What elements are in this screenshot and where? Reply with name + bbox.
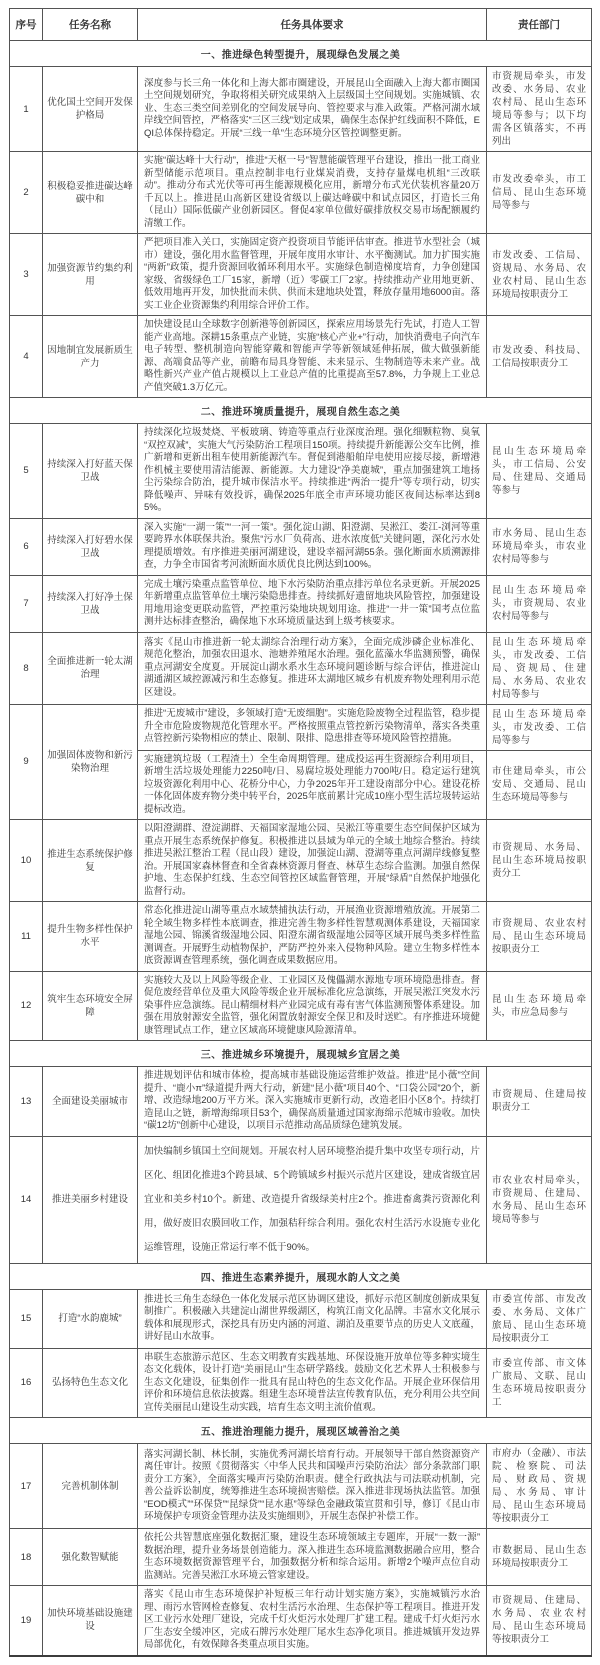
task-number: 1 [10,67,43,152]
task-row [10,1136,592,1263]
task-requirements: 落实《昆山市生态环境保护补短板三年行动计划实施方案》，实施城镇污水治理、雨污水管网检查修复、农村生活污水治理、生态保护等工程项目。推进开发区工业污水处理厂建设，完成千灯火炬污水处理厂扩建工程。建成千灯火炬污水厂生态安全缓冲区，完成石牌污水处理厂尾水生态净化项目。推进城镇开发边界局部优化，有效保障各类重点项目实施。 [138,1586,487,1656]
task-name: 因地制宜发展新质生产力 [43,316,138,398]
task-number: 14 [10,1136,43,1263]
table-header [10,9,592,41]
task-name: 弘扬特色生态文化 [43,1348,138,1418]
task-number: 13 [10,1067,43,1137]
task-department: 市府办（金融）、市法院、检察院、司法局、财政局、资规局、水务局、审计局、昆山生态环境局等按职责分工 [487,1444,592,1529]
task-name: 加强固体废物和新污染物治理 [43,704,138,820]
task-number: 5 [10,424,43,519]
task-row [10,424,592,519]
task-department: 昆山生态环境局牵头，市发改委、工信局、资规局、住建局、水务局、农业农村局等参与 [487,632,592,704]
task-requirements: 以阳澄湖群、澄淀湖群、天福国家湿地公园、吴淞江等重要生态空间保护区域为重点开展生态系统保护修复。积极推进以县域为单元的全域土地综合整治。持续推进吴淞江整治工程（昆山段）建设，加强淀山湖、澄湖等重点河湖岸线修复整治。开展国家森林督查和全省森林资源月督查、林草生态综合监测。加强自然保护地、生态保护红线、生态空间管控区域监督管理，开展“绿盾”自然保护地强化监督行动。 [138,820,487,902]
task-requirements: 严把项目准入关口，实施固定资产投资项目节能评估审查。推进节水型社会（城市）建设，强化用水监督管理，开展年度用水审计、水平衡测试。加力扩围实施“两新”政策，提升资源回收循环利用水平。实施绿色制造梯度培育，力争创建国家级、省级绿色工厂15家，新增（近）零碳工厂2家。持续推动产业用地更新、低效用地再开发，加快批而未供、供而未建地块处置，释放存量用地6000亩。落实工业企业资源集约利用综合评价工作。 [138,234,487,316]
column-header-requirements: 任务具体要求 [138,9,487,41]
section-header-row [10,398,592,424]
task-number: 10 [10,820,43,902]
task-name: 积极稳妥推进碳达峰碳中和 [43,152,138,234]
task-name: 加快环境基础设施建设 [43,1586,138,1656]
task-department: 市委宣传部、市发改委、水务局、文体广旅局、昆山生态环境局按职责分工 [487,1289,592,1348]
task-name: 全面建设美丽城市 [43,1067,138,1137]
task-name: 持续深入打好净土保卫战 [43,575,138,632]
task-requirements: 深入实施“一湖一策”“一河一策”。强化淀山湖、阳澄湖、吴淞江、娄江-浏河等重要跨界水体联保共治。聚焦“污水厂负荷高、进水浓度低”关键问题，深化污水处理提质增效。有序推进美丽河湖建设，建设幸福河湖55条。强化断面水质溯源排查，力争全市国省考河流断面水质优良比例达到100%。 [138,518,487,575]
task-row [10,971,592,1041]
task-requirements: 落实河湖长制、林长制，实施优秀河湖长培育行动。开展领导干部自然资源资产离任审计。按照《贯彻落实〈中华人民共和国噪声污染防治法〉部分条款部门职责分工方案》，全面落实噪声污染防治职责。健全行政执法与司法联动机制，完善公益诉讼制度，统筹推进生态环境损害赔偿。深入推进非现场执法监管。加强“EOD模式”“环保贷”“昆绿贷”“昆水惠”等绿色金融政策宣贯和引导，修订《昆山市环境保护专项资金管理办法及实施细则》，开展生态保护补偿工作。 [138,1444,487,1529]
task-row [10,1348,592,1418]
task-department: 市发改委牵头，市工信局、昆山生态环境局等参与 [487,152,592,234]
task-department: 市委宣传部、市文体广旅局、文联、昆山生态环境局按职责分工 [487,1348,592,1418]
task-row [10,902,592,972]
table-body [10,41,592,1656]
task-requirements: 推进“无废城市”建设，多领域打造“无废细胞”。实施危险废物全过程监管，稳步提升全市危险废物规范化管理水平。严格按照重点管控新污染物清单，落实各类重点管控新污染物相应的禁止、限制、限排、隐患排查等环境风险管控措施。 [138,704,487,750]
column-header-task-name: 任务名称 [43,9,138,41]
column-header-no: 序号 [10,9,43,41]
section-header-row [10,1418,592,1444]
column-header-department: 责任部门 [487,9,592,41]
task-name: 提升生物多样性保护水平 [43,902,138,972]
task-name: 优化国土空间开发保护格局 [43,67,138,152]
task-table [9,8,592,1657]
task-number: 7 [10,575,43,632]
task-number: 6 [10,518,43,575]
task-number: 4 [10,316,43,398]
task-department: 市数据局、昆山生态环境局按职责分工 [487,1529,592,1586]
task-number: 3 [10,234,43,316]
task-number: 15 [10,1289,43,1348]
task-department: 昆山生态环境局牵头，市工信局、公安局、住建局、交通局等参与 [487,424,592,519]
task-number: 12 [10,971,43,1041]
task-department: 市发改委、工信局、资规局、水务局、农业农村局、昆山生态环境局按职责分工 [487,234,592,316]
task-number: 2 [10,152,43,234]
task-number: 17 [10,1444,43,1529]
task-name: 强化数智赋能 [43,1529,138,1586]
task-department: 市水务局、昆山生态环境局牵头，市农业农村局等参与 [487,518,592,575]
table-header-row [10,9,592,41]
task-department: 市农业农村局牵头，市资规局、住建局、水务局、昆山生态环境局等参与 [487,1136,592,1263]
task-number: 16 [10,1348,43,1418]
task-name: 推进美丽乡村建设 [43,1136,138,1263]
task-row [10,704,592,750]
task-name: 加强资源节约集约利用 [43,234,138,316]
task-department: 市发改委、科技局、工信局按职责分工 [487,316,592,398]
task-row [10,632,592,704]
task-requirements: 深度参与长三角一体化和上海大都市圈建设，开展昆山全面融入上海大都市圈国土空间规划研究，争取将相关研究成果纳入上层级国土空间规划。实施城镇、农业、生态三类空间差别化的空间发展导向、管控要求与准入政策。严格河湖水域岸线空间管控，严格落实“三区三线”划定成果，确保生态保护红线面积不降低，EQI总体保持稳定。开展“三线一单”生态环境分区管控调整更新。 [138,67,487,152]
task-requirements: 完成土壤污染重点监管单位、地下水污染防治重点排污单位名录更新。开展2025年新增重点监管单位土壤污染隐患排查。持续抓好遗留地块风险管控，加强建设用地用途变更联动监管，严控重污染地块规划用途。推进“一井一策”国考点位监测井达标排查整治，确保地下水环境质量达到上级考核要求。 [138,575,487,632]
task-name: 筑牢生态环境安全屏障 [43,971,138,1041]
section-title: 三、推进城乡环境提升，展现城乡宜居之美 [10,1041,592,1067]
task-department: 市资规局、住建局、水务局、农业农村局、昆山生态环境局等按职责分工 [487,1586,592,1656]
task-row [10,1444,592,1529]
section-title: 一、推进绿色转型提升，展现绿色发展之美 [10,41,592,67]
task-department: 市资规局、农业农村局、昆山生态环境局按职责分工 [487,902,592,972]
task-row [10,234,592,316]
task-name: 全面推进新一轮太湖治理 [43,632,138,704]
task-number: 18 [10,1529,43,1586]
task-requirements: 实施“碳达峰十大行动”，推进“天枢一号”智慧能碳管理平台建设，推出一批工商业新型储能示范项目。重点控制非电行业煤炭消费，支持存量煤电机组“三改联动”。推动分布式光伏等可再生能源规模化应用，新增分布式光伏装机容量20万千瓦以上。推进昆山高新区建设省级以上碳达峰碳中和试点园区，打造长三角（昆山）国际低碳产业创新园区。督促4家单位做好碳排放权交易市场配额履约清缴工作。 [138,152,487,234]
task-row [10,152,592,234]
task-requirements: 依托公共智慧底座强化数据汇聚，建设生态环境领域主专题库，开展“一数一源”数据治理，提升业务场景创造能力。深入推进生态环境监测数据融合应用，整合生态环境数据资源管理平台，加强数据分析和综合运用。新增2个噪声点位自动监测站。完善吴淞江水环境云管家建设。 [138,1529,487,1586]
task-requirements: 持续深化垃圾焚烧、平板玻璃、铸造等重点行业深度治理。强化细颗粒物、臭氧“双控双减”，实施大气污染防治工程项目150项。持续提升新能源公交车比例，推广新增和更新出租车使用新能源汽车。督促到港船舶岸电使用应接尽接，新增港作机械主要使用清洁能源、新能源。大力建设“净美鹿城”，重点加强建筑工地扬尘污染综合防治，提升城市保洁水平。持续推进“两治一提升”等专项行动，切实降低噪声、异味有效投诉，确保2025年底全市声环境功能区夜间达标率达到85%。 [138,424,487,519]
section-title: 四、推进生态素养提升，展现水韵人文之美 [10,1263,592,1289]
section-header-row [10,41,592,67]
section-header-row [10,1041,592,1067]
task-number: 11 [10,902,43,972]
task-row [10,1289,592,1348]
task-department: 市资规局、水务局、昆山生态环境局按职责分工 [487,820,592,902]
task-requirements: 推进规划评估和城市体检，提高城市基础设施运营维护效益。推进“昆小薇”空间提升、“鹿小π”绿道提升两大行动，新建“昆小薇”项目40个、“口袋公园”20个，新增、改造绿地200万平方米。深入实施城市更新行动，改造老旧小区8个。持续打造昆山之链，新增海绵项目53个，确保高质量通过国家海绵示范城市验收。加快“碳12坊”创新中心建设，以项目示范推动高品质绿色建筑发展。 [138,1067,487,1137]
task-row [10,1586,592,1656]
task-requirements: 实施建筑垃圾（工程渣土）全生命周期管理。建成投运再生资源综合利用项目，新增生活垃圾处理能力2250吨/日、易腐垃圾处理能力700吨/日。稳定运行建筑垃圾资源化利用中心、花桥分中心，力争2025年开工建设南部分中心。建设花桥一体化固体废弃物分类中转平台，2025年底前累计完成10座小型生活垃圾转运站提标改造。 [138,750,487,820]
task-row [10,67,592,152]
task-department: 昆山生态环境局牵头，市发改委、工信局等参与 [487,704,592,750]
task-row [10,820,592,902]
task-requirements: 加快编制乡镇国土空间规划。开展农村人居环境整治提升集中攻坚专项行动，片区化、组团化推进3个跨县域、5个跨镇域乡村振兴示范片区建设，建成省级宜居宜业和美乡村10个。新建、改造提升省级绿美村庄2个。推进畜禽粪污资源化利用，做好废旧农膜回收工作，加强秸秆综合利用。强化农村生活污水设施专业化运维管理，设施正常运行率不低于90%。 [138,1136,487,1263]
task-requirements: 串联生态旅游示范区、生态文明教育实践基地、环保设施开放单位等多种实境生态文化载体，设计打造“美丽昆山”生态研学路线。鼓励文化艺术界人士积极参与生态文化建设，征集创作一批具有昆山特色的生态文化作品。开展企业环保信用评价和环境信息依法披露。组建生态环境普法宣传教育队伍，充分利用公共空间宣传美丽昆山建设生动实践，培育生态文明主流价值观。 [138,1348,487,1418]
task-row [10,316,592,398]
task-row [10,518,592,575]
task-department: 市住建局牵头，市公安局、交通局、昆山生态环境局等参与 [487,750,592,820]
section-title: 二、推进环境质量提升，展现自然生态之美 [10,398,592,424]
section-header-row [10,1263,592,1289]
task-name: 持续深入打好碧水保卫战 [43,518,138,575]
task-requirements: 常态化推进淀山湖等重点水域禁捕执法行动，开展渔业资源增殖放流。开展第二轮全域生物多样性本底调查，推进完善生物多样性智慧观测体系建设，天福国家湿地公园、锦溪省级湿地公园、阳澄东湖省级湿地公园等区域开展鸟类多样性监测调查。开展野生动植物保护，严防严控外来入侵物种风险。建立生物多样性本底资源调查管理系统，强化调查成果数据应用。 [138,902,487,972]
task-department: 市资规局牵头，市发改委、水务局、农业农村局、昆山生态环境局等参与；以下均需各区镇落实，不再列出 [487,67,592,152]
task-name: 持续深入打好蓝天保卫战 [43,424,138,519]
task-department: 昆山生态环境局牵头，市资规局、农业农村局等参与 [487,575,592,632]
task-requirements: 推进长三角生态绿色一体化发展示范区协调区建设，抓好示范区制度创新成果复制推广。积极融入共建淀山湖世界级湖区，构筑江南文化品牌。丰富水文化展示载体和展现形式，深挖具有历史内涵的河道、湖泊及重要节点的历史人文底蕴，讲好昆山水故事。 [138,1289,487,1348]
task-name: 推进生态系统保护修复 [43,820,138,902]
task-department: 市资规局、住建局按职责分工 [487,1067,592,1137]
section-title: 五、推进治理能力提升，展现区域善治之美 [10,1418,592,1444]
task-requirements: 实施较大及以上风险等级企业、工业园区及傀儡湖水源地专项环境隐患排查。督促危废经营单位及重大风险等级企业开展标准化应急演练，开展吴淞江突发水污染事件应急演练。昆山精细材料产业园完成有毒有害气体监测预警体系建设。加强在用放射源安全监管，强化闲置放射源安全保卫和及时送贮。有序推进环境健康管理试点工作，建立区域高环境健康风险源清单。 [138,971,487,1041]
task-name: 完善机制体制 [43,1444,138,1529]
task-number: 9 [10,704,43,820]
task-number: 8 [10,632,43,704]
task-name: 打造“水韵鹿城” [43,1289,138,1348]
task-row [10,1529,592,1586]
task-row [10,1067,592,1137]
task-number: 19 [10,1586,43,1656]
task-requirements: 落实《昆山市推进新一轮太湖综合治理行动方案》，全面完成涉磷企业标准化、规范化整治，加强农田退水、池塘养殖尾水治理。强化蓝藻水华监测预警，确保重点河湖安全度夏。开展淀山湖水系水生态环境问题诊断与综合评估，推进淀山湖通湖区域控源减污和生态修复。推进环太湖地区城乡有机废弃物处理利用示范区建设。 [138,632,487,704]
task-requirements: 加快建设昆山全球数字创新港等创新园区，探索应用场景先行先试，打造人工智能产业高地。深耕15条重点产业链，实施“核心产业+”行动，加快消费电子向汽车电子转型、整机制造向智能穿戴和智能声学等新领域延伸拓展，做大做强新能源、高端食品等产业，前瞻布局具身智能、未来显示、生物制造等未来产业。战略性新兴产业产值占规模以上工业总产值的比重提高至57.8%，力争规上工业总产值突破1.3万亿元。 [138,316,487,398]
task-row [10,575,592,632]
task-department: 昆山生态环境局牵头，市应急局参与 [487,971,592,1041]
